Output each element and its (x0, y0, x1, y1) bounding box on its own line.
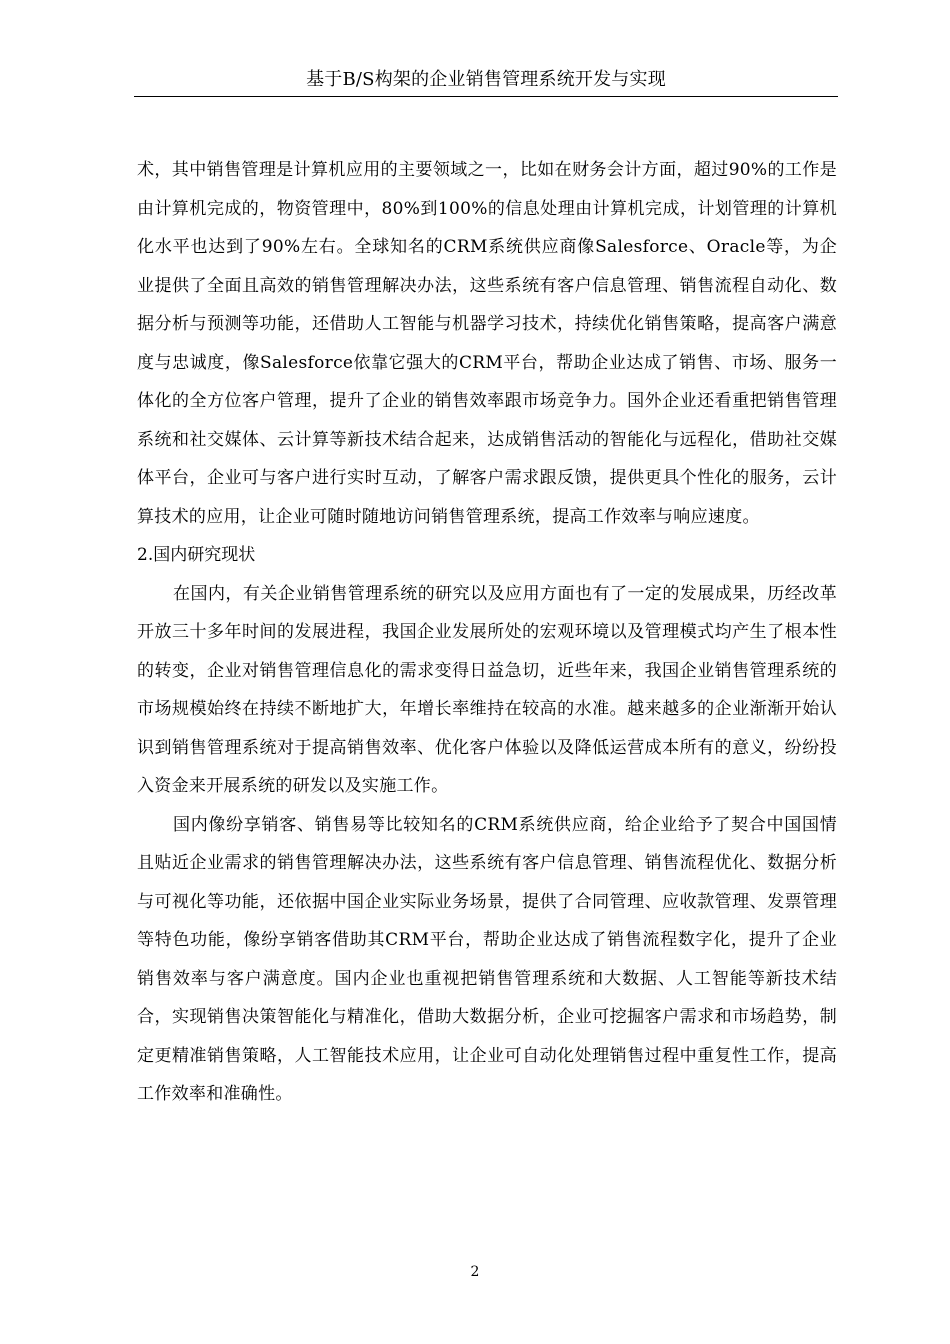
page-number: 2 (470, 1264, 480, 1280)
paragraph-1: 术，其中销售管理是计算机应用的主要领域之一，比如在财务会计方面，超过90%的工作是由计算机完成的，物资管理中，80%到100%的信息处理由计算机完成，计划管理的计算机化水平也达到了90%左右。全球知名的CRM系统供应商像Salesforce、Oracle等，为企业提供了全面且高效的销售管理解决办法，这些系统有客户信息管理、销售流程自动化、数据分析与预测等功能，还借助人工智能与机器学习技术，持续优化销售策略，提高客户满意度与忠诚度，像Salesforce依靠它强大的CRM平台，帮助企业达成了销售、市场、服务一体化的全方位客户管理，提升了企业的销售效率跟市场竞争力。国外企业还看重把销售管理系统和社交媒体、云计算等新技术结合起来，达成销售活动的智能化与远程化，借助社交媒体平台，企业可与客户进行实时互动，了解客户需求跟反馈，提供更具个性化的服务，云计算技术的应用，让企业可随时随地访问销售管理系统，提高工作效率与响应速度。 (137, 160, 837, 527)
running-header (134, 66, 838, 97)
running-header-title: 基于B/S构架的企业销售管理系统开发与实现 (306, 69, 666, 90)
page-body (137, 151, 837, 1114)
paragraph-3: 国内像纷享销客、销售易等比较知名的CRM系统供应商，给企业给予了契合中国国情且贴近企业需求的销售管理解决办法，这些系统有客户信息管理、销售流程优化、数据分析与可视化等功能，还依据中国企业实际业务场景，提供了合同管理、应收款管理、发票管理等特色功能，像纷享销客借助其CRM平台，帮助企业达成了销售流程数字化，提升了企业销售效率与客户满意度。国内企业也重视把销售管理系统和大数据、人工智能等新技术结合，实现销售决策智能化与精准化，借助大数据分析，企业可挖掘客户需求和市场趋势，制定更精准销售策略，人工智能技术应用，让企业可自动化处理销售过程中重复性工作，提高工作效率和准确性。 (137, 814, 837, 1104)
section-heading-domestic-research: 2.国内研究现状 (137, 545, 256, 565)
paragraph-2: 在国内，有关企业销售管理系统的研究以及应用方面也有了一定的发展成果，历经改革开放三十多年时间的发展进程，我国企业发展所处的宏观环境以及管理模式均产生了根本性的转变，企业对销售管理信息化的需求变得日益急切，近些年来，我国企业销售管理系统的市场规模始终在持续不断地扩大，年增长率维持在较高的水准。越来越多的企业渐渐开始认识到销售管理系统对于提高销售效率、优化客户体验以及降低运营成本所有的意义，纷纷投入资金来开展系统的研发以及实施工作。 (137, 583, 837, 796)
